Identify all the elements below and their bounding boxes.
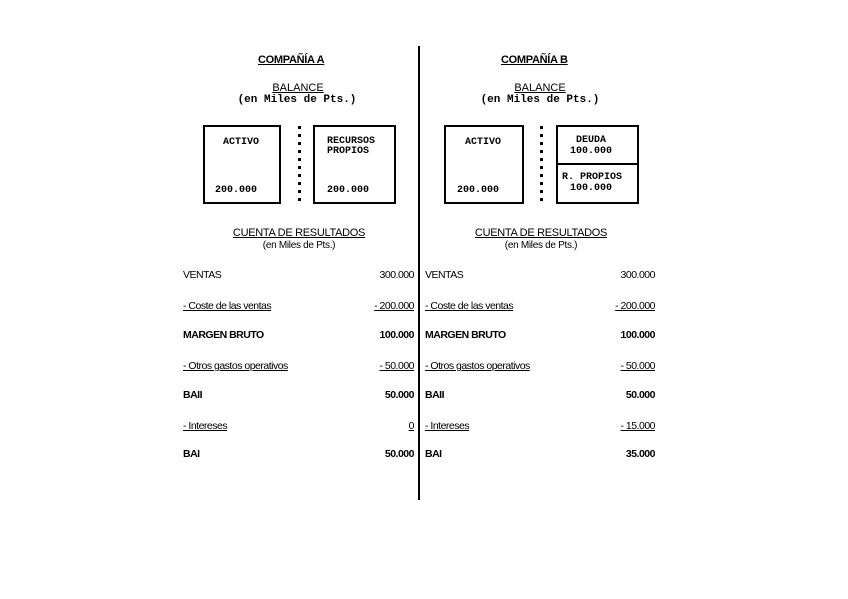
company-a-row-label: - Otros gastos operativos xyxy=(183,360,288,372)
company-a-recursos-label-1: RECURSOS xyxy=(327,136,376,147)
company-a-activo-value: 200.000 xyxy=(215,185,258,196)
company-a-row-label: VENTAS xyxy=(183,269,222,281)
company-b-deuda-value: 100.000 xyxy=(570,146,613,157)
company-b-row-value: 50.000 xyxy=(625,389,655,401)
company-b-row-label: - Coste de las ventas xyxy=(425,300,514,312)
company-a-row-label: BAI xyxy=(183,448,200,460)
company-b-results-units: (en Miles de Pts.) xyxy=(504,240,578,251)
company-b-rp-label: R. PROPIOS xyxy=(562,172,623,183)
company-b-row-label: MARGEN BRUTO xyxy=(425,329,506,341)
company-b-balance-separator xyxy=(540,126,543,206)
company-b-title: COMPAÑÍA B xyxy=(501,54,568,66)
company-b-deuda-label: DEUDA xyxy=(576,135,607,146)
company-a-row-value: - 50.000 xyxy=(379,360,414,372)
company-b-row-value: 35.000 xyxy=(625,448,655,460)
company-a-row-label: BAII xyxy=(183,389,202,401)
company-b-activo-box xyxy=(444,125,524,204)
company-a-row-label: - Intereses xyxy=(183,420,228,432)
company-b-balance-units: (en Miles de Pts.) xyxy=(480,94,600,106)
company-b-row-label: VENTAS xyxy=(425,269,464,281)
company-b-rp-value: 100.000 xyxy=(570,183,613,194)
company-b-balance-title: BALANCE xyxy=(514,82,566,94)
company-a-results-units: (en Miles de Pts.) xyxy=(262,240,336,251)
company-a-row-value: - 200.000 xyxy=(374,300,414,312)
company-a-title: COMPAÑÍA A xyxy=(258,54,325,66)
company-b-row-value: - 50.000 xyxy=(620,360,655,372)
company-b-row-value: 300.000 xyxy=(620,269,655,281)
company-a-results-title: CUENTA DE RESULTADOS xyxy=(232,227,366,239)
company-a-row-value: 0 xyxy=(408,420,414,432)
company-a-recursos-value: 200.000 xyxy=(327,185,370,196)
company-b-activo-value: 200.000 xyxy=(457,185,500,196)
company-b-row-label: BAII xyxy=(425,389,444,401)
company-b-results-title: CUENTA DE RESULTADOS xyxy=(474,227,608,239)
company-a-row-value: 300.000 xyxy=(379,269,414,281)
company-a-activo-box xyxy=(203,125,281,204)
company-b-deuda-box xyxy=(556,125,639,165)
company-a-recursos-label-2: PROPIOS xyxy=(327,146,370,157)
company-a-recursos-box xyxy=(313,125,396,204)
company-a-row-label: - Coste de las ventas xyxy=(183,300,272,312)
company-a-balance-title: BALANCE xyxy=(272,82,324,94)
company-b-activo-label: ACTIVO xyxy=(465,137,502,148)
company-a-row-value: 50.000 xyxy=(384,389,414,401)
column-divider xyxy=(418,46,420,500)
company-b-row-value: 100.000 xyxy=(620,329,655,341)
company-a-balance-units: (en Miles de Pts.) xyxy=(237,94,357,106)
company-a-row-value: 100.000 xyxy=(379,329,414,341)
company-b-row-value: - 15.000 xyxy=(620,420,655,432)
company-a-activo-label: ACTIVO xyxy=(223,137,260,148)
company-a-balance-separator xyxy=(298,126,301,206)
company-b-rp-box xyxy=(556,163,639,204)
company-a-row-value: 50.000 xyxy=(384,448,414,460)
company-b-row-label: - Otros gastos operativos xyxy=(425,360,530,372)
company-b-row-label: - Intereses xyxy=(425,420,470,432)
company-b-row-value: - 200.000 xyxy=(615,300,655,312)
company-b-row-label: BAI xyxy=(425,448,442,460)
company-a-row-label: MARGEN BRUTO xyxy=(183,329,264,341)
